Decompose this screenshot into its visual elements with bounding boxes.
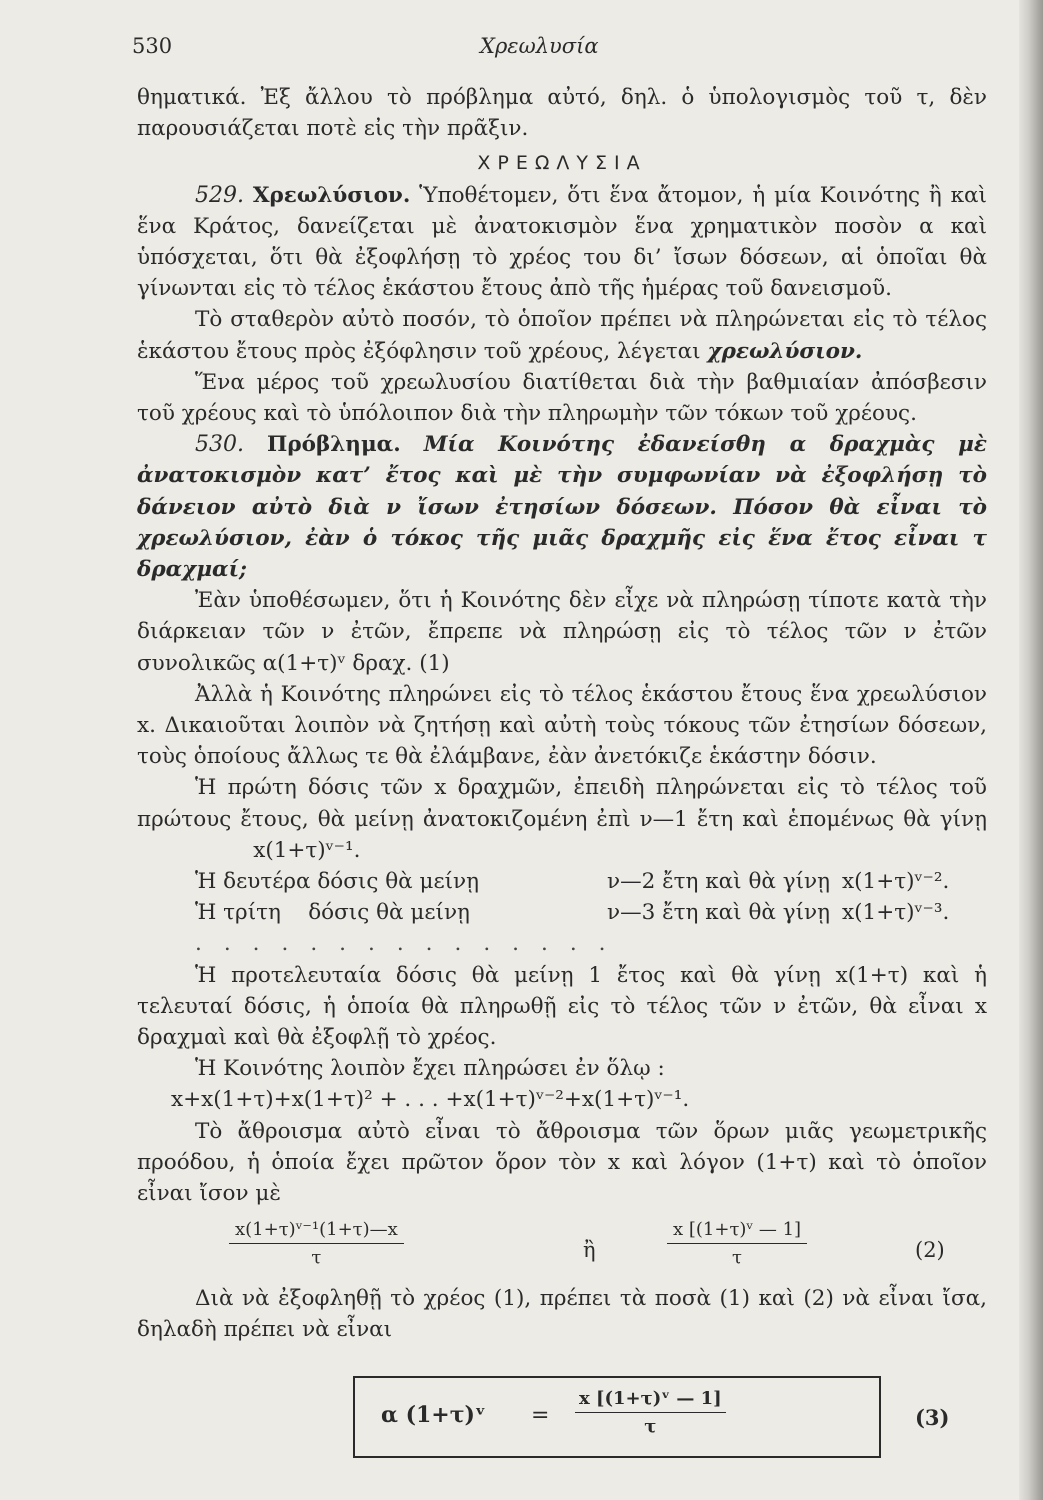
line-deutera-years: ν—2 ἔτη καὶ θὰ γίνῃ bbox=[607, 869, 830, 895]
paragraph-proteleutaia: Ἡ προτελευταία δόσις θὰ μείνῃ 1 ἔτος καὶ θὰ γίνῃ x(1+τ) καὶ ἡ τελευταί δόσις, ἡ ὁποία θὰ πληρωθῇ εἰς τὸ τέλος τῶν ν ἐτῶν, θὰ εἶναι x δραχμαὶ καὶ θὰ ἐξοφλῇ τὸ χρέος. bbox=[137, 962, 987, 1051]
section-heading: ΧΡΕΩΛΥΣΙΑ bbox=[477, 152, 647, 175]
term-chreolysion: χρεωλύσιον. bbox=[707, 338, 863, 364]
paragraph-proti-text: Ἡ πρώτη δόσις τῶν x δραχμῶν, ἐπειδὴ πληρώνεται εἰς τὸ τέλος τοῦ πρώτους ἔτους, θὰ μείνῃ ἀνατοκιζομένη ἐπὶ ν—1 ἔτη καὶ ἑπομένως θὰ γίνῃ bbox=[137, 775, 987, 832]
line-triti-expression: x(1+τ)ᵛ⁻³. bbox=[842, 900, 950, 926]
formula-2 bbox=[137, 1217, 987, 1283]
line-triti-label: Ἡ τρίτη δόσις θὰ μείνῃ bbox=[195, 900, 470, 926]
formula-2-left-fraction bbox=[229, 1217, 404, 1272]
line-dots bbox=[137, 928, 987, 959]
running-title: Χρεωλυσία bbox=[480, 34, 599, 58]
page-edge-shadow bbox=[1019, 0, 1043, 1500]
formula-2-or: ἢ bbox=[583, 1238, 596, 1263]
paragraph-stathero bbox=[137, 304, 987, 366]
formula-3-fraction bbox=[575, 1386, 726, 1441]
paragraph-alla: Ἀλλὰ ἡ Κοινότης πληρώνει εἰς τὸ τέλος ἑκάστου ἔτους ἕνα χρεωλύσιον x. Δικαιοῦται λοιπὸν νὰ ζητήσῃ καὶ αὐτὴ τοὺς τόκους τῶν ἐτησίων δόσεων, τοὺς ὁποίους ἄλλως τε θὰ ἐλάμβανε, ἐὰν ἀνετόκιζε ἑκάστην δόσιν. bbox=[137, 681, 987, 770]
page-number: 530 bbox=[132, 34, 173, 58]
dots-ellipsis: ............... bbox=[195, 931, 628, 957]
formula-2-right-denominator: τ bbox=[732, 1247, 743, 1269]
paragraph-athroisma: Τὸ ἄθροισμα αὐτὸ εἶναι τὸ ἄθροισμα τῶν ὅρων μιᾶς γεωμετρικῆς προόδου, ἡ ὁποία ἔχει πρῶτον ὅρον τὸν x καὶ λόγον (1+τ) καὶ τὸ ὁποῖον εἶναι ἴσον μὲ bbox=[137, 1118, 987, 1207]
line-deutera-expression: x(1+τ)ᵛ⁻². bbox=[842, 869, 950, 895]
formula-2-left-numerator: x(1+τ)ᵛ⁻¹(1+τ)—x bbox=[229, 1217, 404, 1244]
line-triti-years: ν—3 ἔτη καὶ θὰ γίνῃ bbox=[607, 900, 830, 926]
section-529-number: 529. bbox=[195, 182, 244, 208]
formula-2-label: (2) bbox=[915, 1238, 945, 1263]
formula-2-right-fraction bbox=[667, 1217, 807, 1272]
line-deutera bbox=[137, 866, 987, 897]
paragraph-meros: Ἕνα μέρος τοῦ χρεωλυσίου διατίθεται διὰ τὴν βαθμιαίαν ἀπόσβεσιν τοῦ χρέους καὶ τὸ ὑπόλοιπον διὰ τὴν πληρωμὴν τῶν τόκων τοῦ χρέους. bbox=[137, 369, 987, 427]
intro-paragraph: θηματικά. Ἐξ ἄλλου τὸ πρόβλημα αὐτό, δηλ. ὁ ὑπολογισμὸς τοῦ τ, δὲν παρουσιάζεται ποτὲ εἰς τὴν πρᾶξιν. bbox=[137, 85, 987, 142]
formula-3-equals: = bbox=[531, 1402, 550, 1428]
section-529-text: Ὑποθέτομεν, ὅτι ἕνα ἄτομον, ἡ μία Κοινότης ἢ καὶ ἕνα Κράτος, δανείζεται μὲ ἀνατοκισμὸν ἕνα χρηματικὸν ποσὸν α καὶ ὑπόσχεται, ὅτι θὰ ἐξοφλήσῃ τὸ χρέος του δι’ ἴσων δόσεων, αἱ ὁποῖαι θὰ γίνωνται εἰς τὸ τέλος ἑκάστου ἔτους ἀπὸ τῆς ἡμέρας τοῦ δανεισμοῦ. bbox=[137, 182, 987, 302]
section-530-paragraph bbox=[137, 429, 987, 585]
section-529-paragraph bbox=[137, 180, 987, 305]
paragraph-stathero-text: Τὸ σταθερὸν αὐτὸ ποσόν, τὸ ὁποῖον πρέπει νὰ πληρώνεται εἰς τὸ τέλος ἑκάστου ἔτους πρὸς ἐξόφλησιν τοῦ χρέους, λέγεται bbox=[137, 307, 987, 364]
section-530-title: Πρόβλημα. bbox=[267, 432, 401, 458]
formula-3-box bbox=[353, 1376, 881, 1458]
sum-expression: x+x(1+τ)+x(1+τ)² + . . . +x(1+τ)ᵛ⁻²+x(1+τ)ᵛ⁻¹. bbox=[171, 1087, 690, 1113]
section-530-number: 530. bbox=[195, 432, 244, 458]
formula-3-label: (3) bbox=[915, 1404, 950, 1430]
paragraph-ean: Ἐὰν ὑποθέσωμεν, ὅτι ἡ Κοινότης δὲν εἶχε νὰ πληρώσῃ τίποτε κατὰ τὴν διάρκειαν τῶν ν ἐτῶν, ἔπρεπε νὰ πληρώσῃ εἰς τὸ τέλος τῶν ν ἐτῶν συνολικῶς α(1+τ)ᵛ δραχ. (1) bbox=[137, 588, 987, 676]
section-529-title: Χρεωλύσιον. bbox=[252, 182, 411, 208]
section-530-problem: Μία Κοινότης ἐδανείσθη α δραχμὰς μὲ ἀνατοκισμὸν κατ’ ἔτος καὶ μὲ τὴν συμφωνίαν νὰ ἐξοφλήσῃ τὸ δάνειον αὐτὸ διὰ ν ἴσων ἐτησίων δόσεων. Πόσον θὰ εἶναι τὸ χρεωλύσιον, ἐὰν ὁ τόκος τῆς μιᾶς δραχμῆς εἰς ἕνα ἔτος εἶναι τ δραχμαί; bbox=[137, 432, 987, 583]
paragraph-dia: Διὰ νὰ ἐξοφληθῇ τὸ χρέος (1), πρέπει τὰ ποσὰ (1) καὶ (2) νὰ εἶναι ἴσα, δηλαδὴ πρέπει νὰ εἶναι bbox=[137, 1286, 987, 1343]
formula-3-row bbox=[137, 1376, 987, 1466]
formula-2-right-numerator: x [(1+τ)ᵛ — 1] bbox=[667, 1217, 807, 1244]
formula-3-numerator: x [(1+τ)ᵛ — 1] bbox=[575, 1386, 726, 1413]
line-triti bbox=[137, 897, 987, 928]
line-deutera-label: Ἡ δευτέρα δόσις θὰ μείνῃ bbox=[195, 869, 480, 895]
running-head bbox=[0, 28, 1043, 64]
formula-3-denominator: τ bbox=[644, 1415, 657, 1437]
body-text bbox=[137, 82, 987, 1466]
formula-2-left-denominator: τ bbox=[311, 1247, 322, 1269]
paragraph-proti bbox=[137, 772, 987, 866]
paragraph-loipon: Ἡ Κοινότης λοιπὸν ἔχει πληρώσει ἐν ὅλῳ : bbox=[195, 1056, 665, 1082]
formula-3-lhs: α (1+τ)ᵛ bbox=[381, 1401, 486, 1428]
paragraph-proti-expression: x(1+τ)ᵛ⁻¹. bbox=[253, 837, 361, 863]
